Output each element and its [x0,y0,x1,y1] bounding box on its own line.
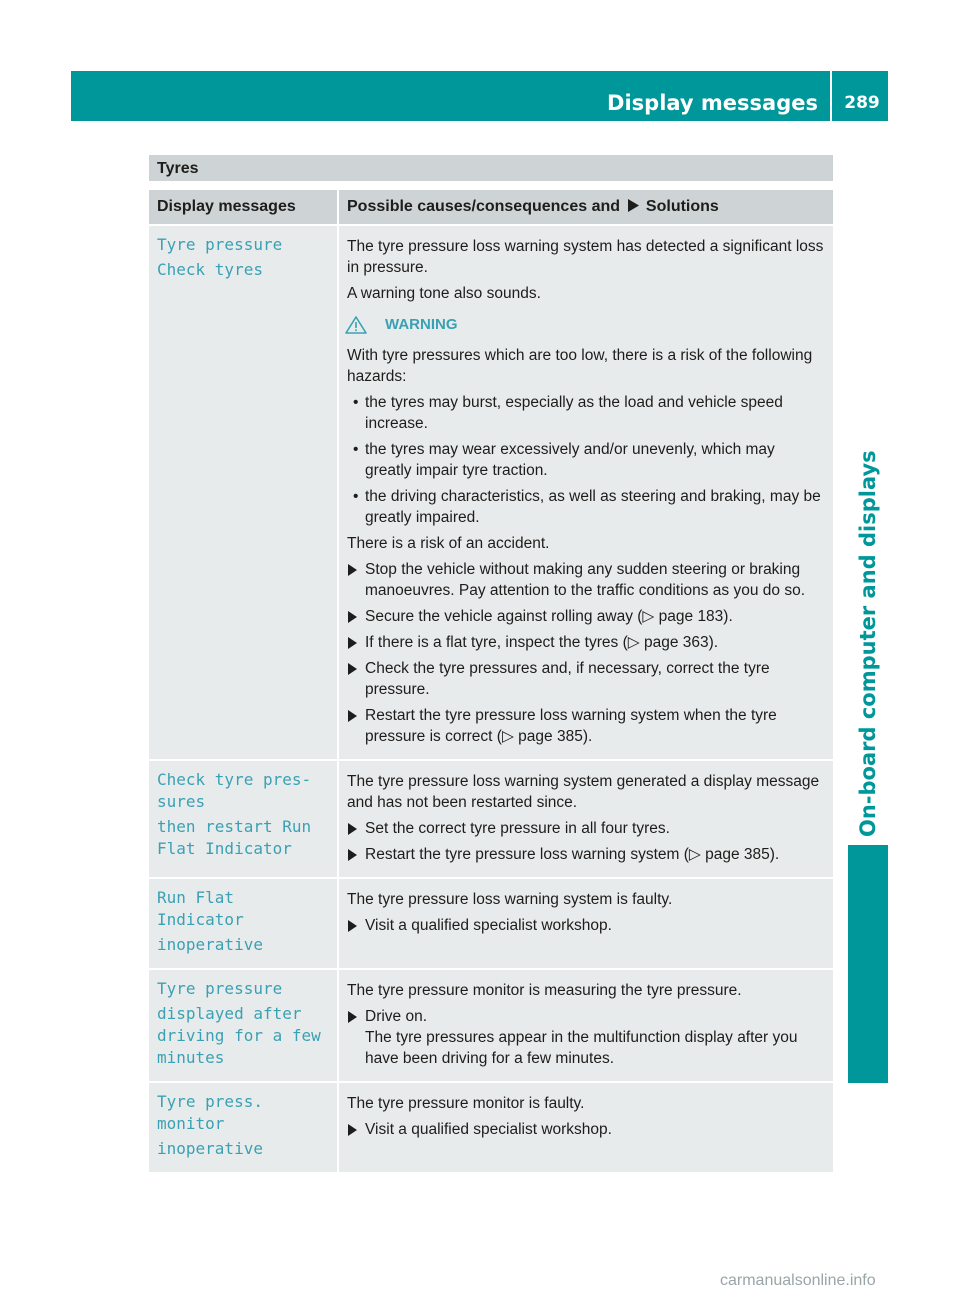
hazard-item: • the driving characteristics, as well as steering and braking, may be greatly impaired. [347,486,825,528]
solution-step: Check the tyre pressures and, if necessary, correct the tyre pressure. [347,658,825,700]
solution-step-text: Drive on. [365,1008,428,1025]
table-row [149,759,833,877]
header-separator [830,71,832,121]
warning-triangle-icon [345,316,367,334]
display-message-cell [149,224,339,759]
cause-text: The tyre pressure monitor is measuring the tyre pressure. [347,982,742,999]
cause-text: The tyre pressure loss warning system generated a display message and has not been restarted since. [347,773,820,811]
header-title: Display messages [607,91,818,115]
column-header-causes: Possible causes/consequences and [347,198,621,215]
display-message: Tyre pressure [157,235,283,254]
display-message: Run Flat Indicator [157,888,244,929]
cause-text: The tyre pressure loss warning system is faulty. [347,891,673,908]
hazard-item: • the tyres may wear excessively and/or unevenly, which may greatly impair tyre traction. [347,439,825,481]
column-header-display-messages: Display messages [149,190,339,224]
solution-step: Visit a qualified specialist workshop. [347,915,825,936]
solution-cell [339,224,833,759]
display-message: Check tyre pres‐ sures [157,770,312,811]
table-row [149,968,833,1081]
cause-text: The tyre pressure monitor is faulty. [347,1095,585,1112]
display-message: then restart Run Flat Indicator [157,817,312,858]
section-title: Tyres [149,155,833,181]
solution-step: If there is a flat tyre, inspect the tyres (▷ page 363). [347,632,825,653]
column-header-solutions [339,190,833,224]
display-message: Check tyres [157,260,263,279]
watermark: carmanualsonline.info [720,1272,876,1289]
display-message-cell [149,968,339,1081]
display-message: inoperative [157,935,263,954]
solution-step: Set the correct tyre pressure in all four tyres. [347,818,825,839]
page-header-bar [71,71,888,121]
arrow-right-icon [627,199,639,212]
display-messages-table [149,190,833,1172]
solution-step: Restart the tyre pressure loss warning system when the tyre pressure is correct (▷ page 385). [347,705,825,747]
table-header-row [149,190,833,224]
solution-step: Visit a qualified specialist workshop. [347,1119,825,1140]
table-row [149,1081,833,1172]
risk-text: There is a risk of an accident. [347,535,550,552]
solution-cell [339,759,833,877]
warning-label: WARNING [385,316,458,333]
solution-step-note: The tyre pressures appear in the multifunction display after you have been driving for a few minutes. [365,1029,798,1067]
cause-text: A warning tone also sounds. [347,285,541,302]
hazard-item: • the tyres may burst, especially as the load and vehicle speed increase. [347,392,825,434]
page-number: 289 [844,93,880,113]
solution-step [347,1006,825,1069]
display-message: Tyre pressure [157,979,283,998]
cause-text: The tyre pressure loss warning system has detected a significant loss in pressure. [347,238,824,276]
solution-step: Secure the vehicle against rolling away (▷ page 183). [347,606,825,627]
side-chapter-label [848,135,888,835]
display-message: displayed after driving for a few minutes [157,1004,321,1067]
display-message: Tyre press. monitor [157,1092,263,1133]
display-message-cell [149,759,339,877]
warning-heading [347,314,825,335]
solution-step: Stop the vehicle without making any sudden steering or braking manoeuvres. Pay attention to the traffic conditions as you do so. [347,559,825,601]
display-message-cell [149,877,339,968]
table-row [149,224,833,759]
solution-cell [339,1081,833,1172]
display-message-cell [149,1081,339,1172]
side-chapter-text: On-board computer and displays [856,450,880,837]
display-message: inoperative [157,1139,263,1158]
table-row [149,877,833,968]
solution-cell [339,968,833,1081]
column-header-solutions-label: Solutions [645,198,719,215]
solution-cell [339,877,833,968]
warning-text: With tyre pressures which are too low, there is a risk of the following hazards: [347,347,813,385]
side-chapter-block [848,845,888,1083]
solution-step: Restart the tyre pressure loss warning system (▷ page 385). [347,844,825,865]
